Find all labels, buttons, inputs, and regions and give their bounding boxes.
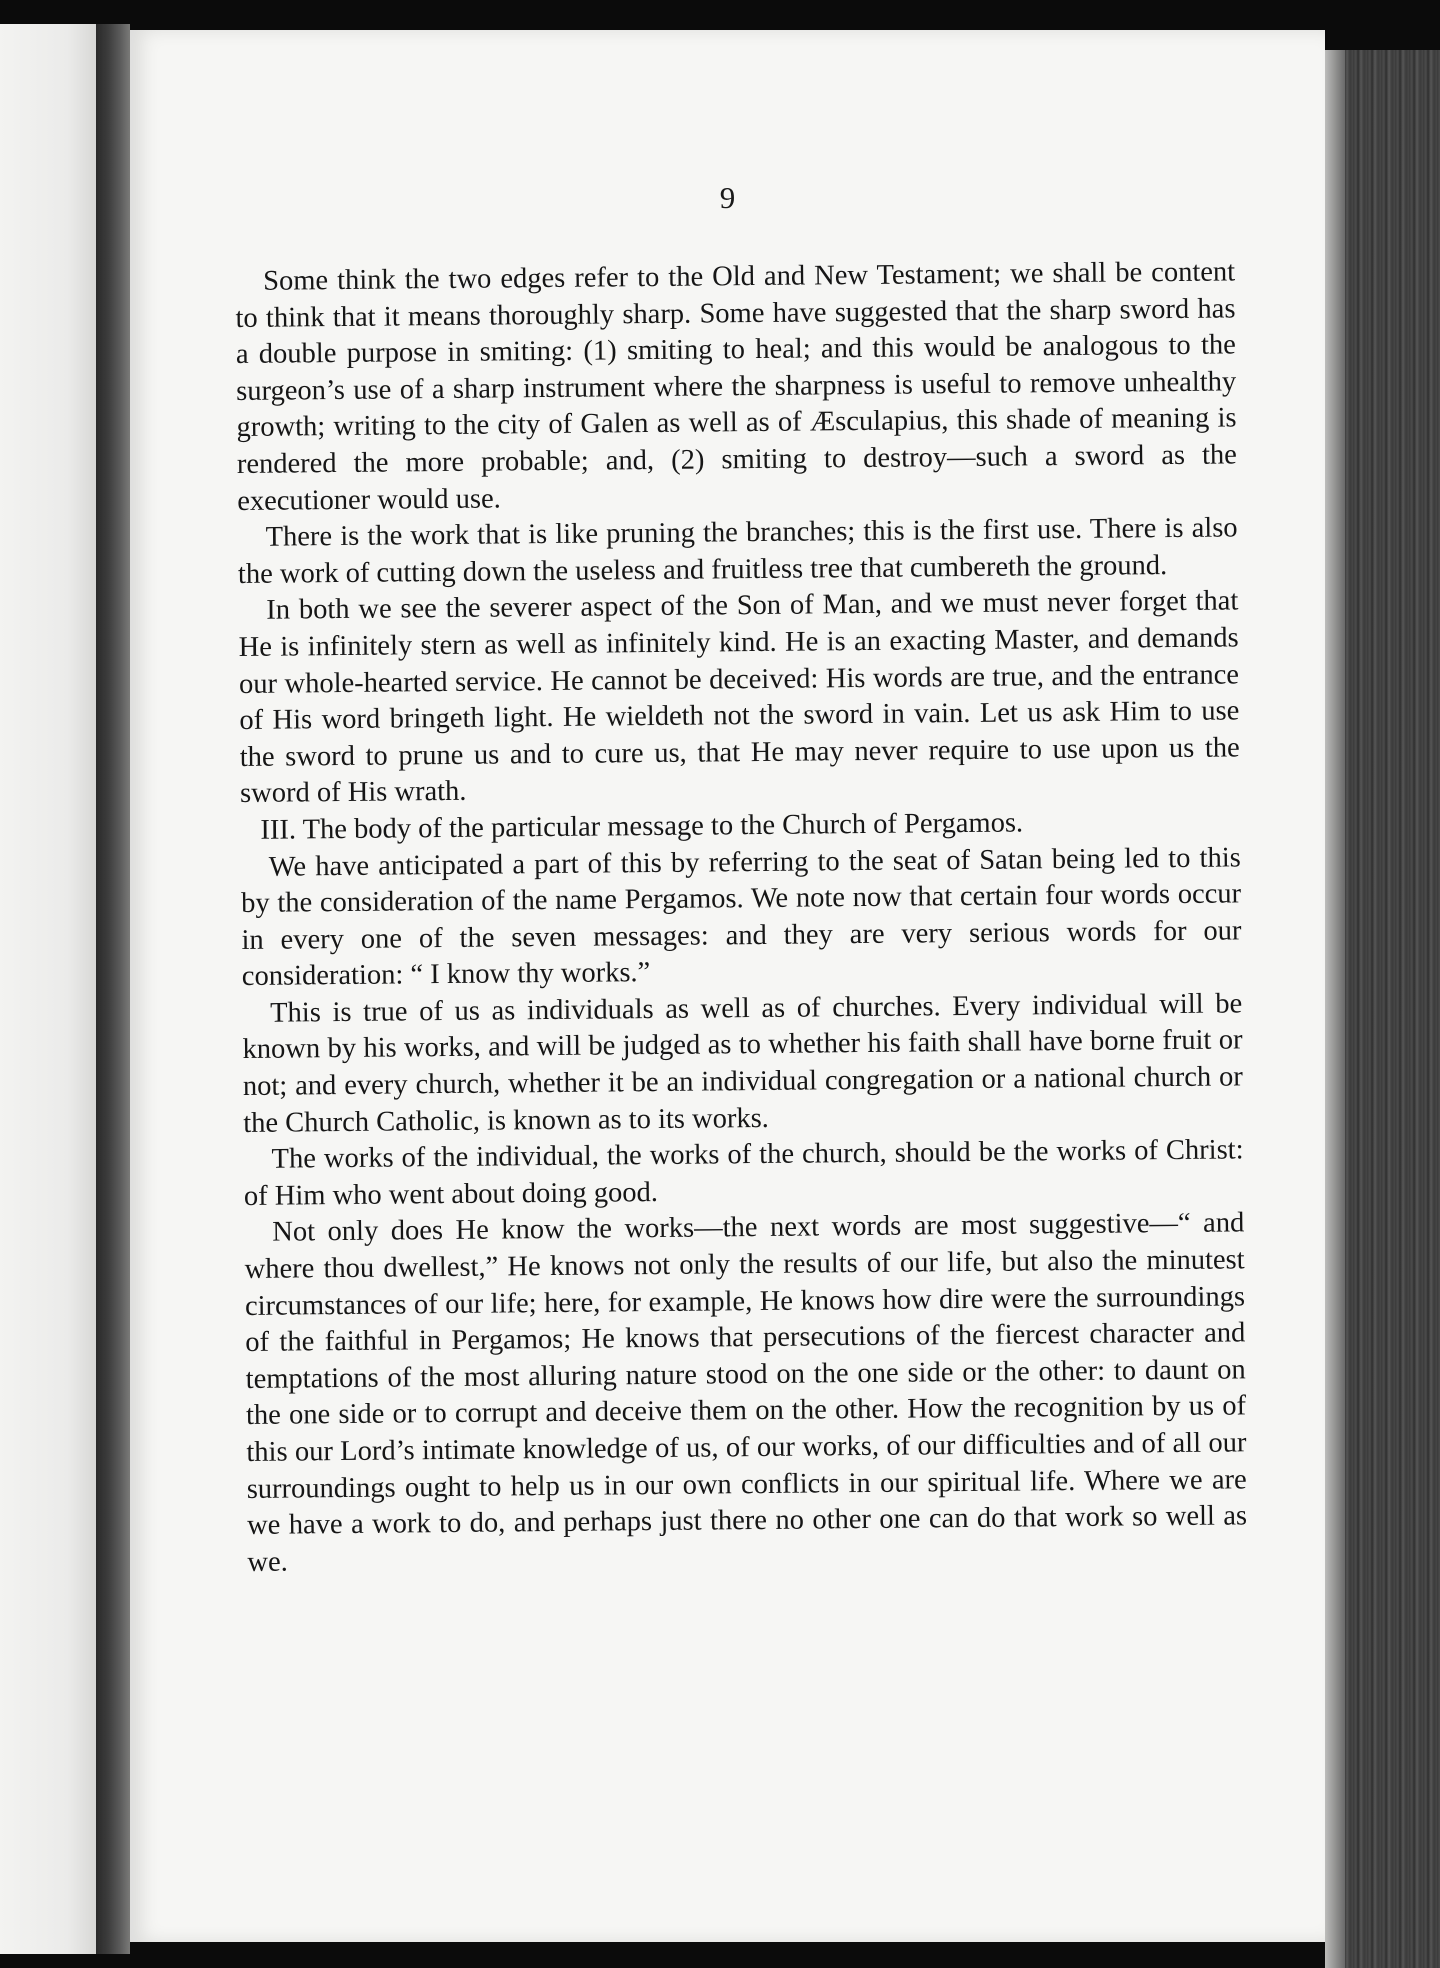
paragraph-individuals: This is true of us as individuals as well as of churches. Every individual will be known by his works, and will be judged as to whether his faith shall have borne fruit or not; and every church, whether it be an individual congregation or a national church or the Church Catholic, is known as to its works. (242, 988, 1243, 1139)
facing-page-edge (0, 24, 96, 1954)
book-gutter (96, 24, 130, 1954)
page-body (235, 254, 1248, 1581)
page-number: 9 (719, 180, 736, 215)
section-heading-iii: III. The body of the particular message to the Church of Pergamos. (260, 807, 1024, 846)
paragraph-works-of-christ: The works of the individual, the works of the church, should be the works of Christ: of Him who went about doing good. (243, 1134, 1244, 1212)
paragraph-two-edges: Some think the two edges refer to the Old and New Testament; we shall be content to think that it means thoroughly sharp. Some have suggested that the sharp sword has a double purpose in smiting: (1) smiting to heal; and this would be analogous to the surgeon’s use of a sharp instrument where the sharpness is useful to remove unhealthy growth; writing to the city of Galen as well as of Æsculapius, this shade of meaning is rendered the more probable; and, (2) smiting to destroy—such a sword as the executioner would use. (235, 256, 1238, 517)
paragraph-seat-of-satan: We have anticipated a part of this by referring to the seat of Satan being led to this by the consideration of the name Pergamos. We note now that certain four words occur in every one of the seven messages: and they are very serious words for our consideration: “ I know thy works.” (240, 841, 1242, 993)
page-block-edge (1325, 50, 1440, 1968)
paragraph-pruning: There is the work that is like pruning the branches; this is the first use. There is also the work of cutting down the useless and fruitless tree that cumbereth the ground. (237, 512, 1238, 590)
book-page (130, 30, 1325, 1942)
paragraph-severer-aspect: In both we see the severer aspect of the Son of Man, and we must never forget that He is infinitely stern as well as infinitely kind. He is an exacting Master, and demands our whole-hearted service. He cannot be deceived: His words are true, and the entrance of His word bringeth light. He wieldeth not the sword in vain. Let us ask Him to use the sword to prune us and to cure us, that He may never require to use upon us the sword of His wrath. (238, 585, 1240, 810)
paragraph-where-thou-dwellest: Not only does He know the works—the next words are most suggestive—“ and where thou dwellest,” He knows not only the results of our life, but also the minutest circumstances of our life; here, for example, He knows how dire were the surroundings of the faithful in Pergamos; He knows that persecutions of the fiercest character and temptations of the most alluring nature stood on the one side or the other: to daunt on the one side or to corrupt and deceive them on the other. How the recognition by us of this our Lord’s intimate knowledge of us, of our works, of our difficulties and of all our surroundings ought to help us in our own conflicts in our spiritual life. Where we are we have a work to do, and perhaps just there no other one can do that work so well as we. (244, 1207, 1248, 1578)
